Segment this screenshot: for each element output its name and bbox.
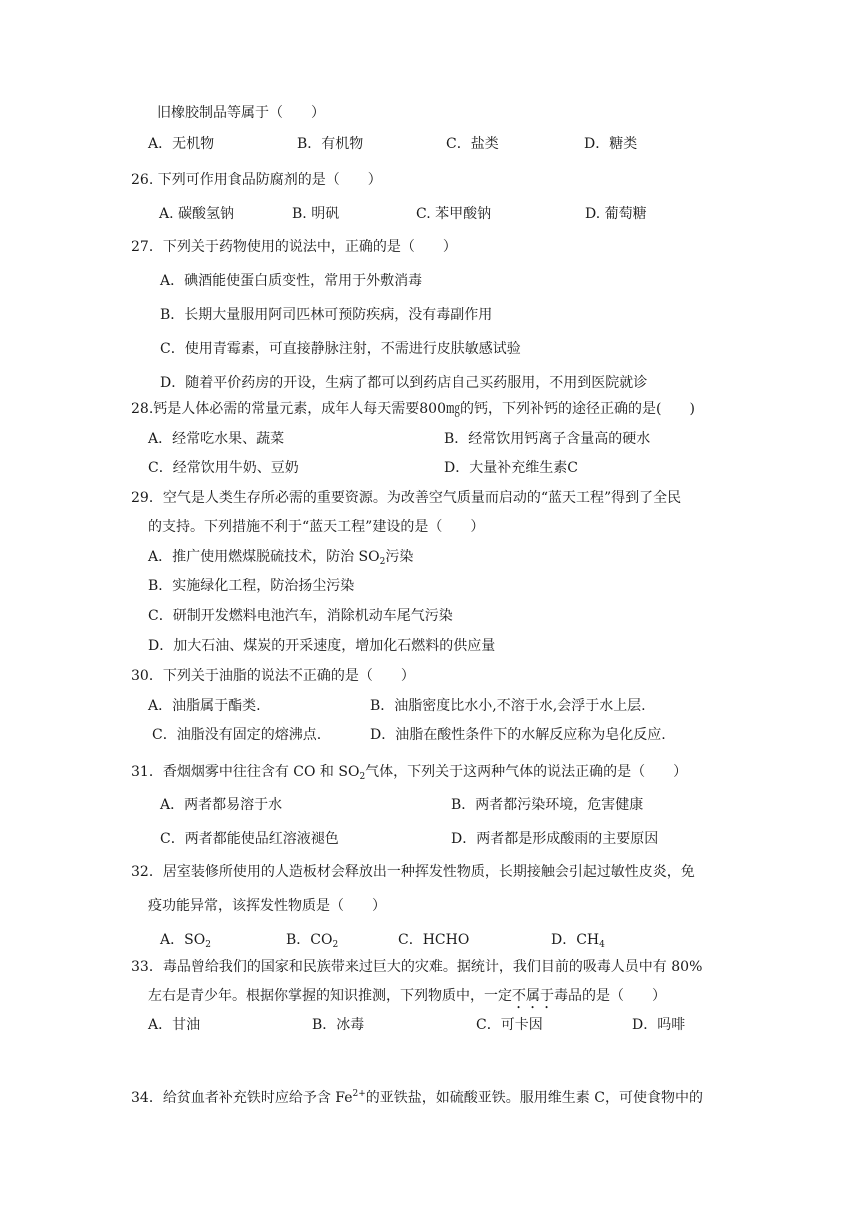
q25-option-c: C．盐类 bbox=[446, 136, 499, 152]
q29-option-a-text-end: 污染 bbox=[385, 549, 414, 565]
q30-stem: 30．下列关于油脂的说法不正确的是（ ） bbox=[131, 668, 415, 684]
q29-option-b: B．实施绿化工程，防治扬尘污染 bbox=[148, 578, 355, 594]
q28-option-a: A．经常吃水果、蔬菜 bbox=[148, 431, 285, 447]
q33-stem-text: 左右是青少年。根据你掌握的知识推测，下列物质中，一定 bbox=[148, 988, 512, 1004]
q30-option-a: A．油脂属于酯类. bbox=[148, 698, 261, 714]
q30-option-c: C．油脂没有固定的熔沸点. bbox=[152, 727, 322, 743]
q26-option-a: A. 碳酸氢钠 bbox=[159, 206, 235, 222]
q26-option-b: B. 明矾 bbox=[292, 206, 340, 222]
q28-stem: 28.钙是人体必需的常量元素，成年人每天需要800㎎的钙，下列补钙的途径正确的是( ) bbox=[131, 401, 695, 417]
q28-option-b: B．经常饮用钙离子含量高的硬水 bbox=[444, 431, 651, 447]
q32-option-a-text: A．SO bbox=[160, 932, 206, 948]
q32-stem-line1: 32．居室装修所使用的人造板材会释放出一种挥发性物质，长期接触会引起过敏性皮炎，免 bbox=[131, 864, 695, 880]
q32-option-b bbox=[286, 930, 338, 955]
q33-option-b: B．冰毒 bbox=[312, 1017, 365, 1033]
q31-stem bbox=[131, 762, 687, 787]
q25-option-a: A．无机物 bbox=[148, 136, 215, 152]
q29-option-a-text: A．推广使用燃煤脱硫技术，防治 SO bbox=[148, 549, 380, 565]
q31-stem-text-end: 气体，下列关于这两种气体的说法正确的是（ ） bbox=[365, 764, 688, 780]
q29-stem-line2: 的支持。下列措施不利于“蓝天工程”建设的是（ ） bbox=[148, 519, 485, 535]
q29-option-c: C．研制开发燃料电池汽车，消除机动车尾气污染 bbox=[148, 608, 453, 624]
subscript-2: 2 bbox=[359, 772, 366, 782]
q28-option-d: D．大量补充维生素C bbox=[444, 460, 578, 476]
q25-option-d: D．糖类 bbox=[584, 136, 638, 152]
q31-stem-text: 31．香烟烟雾中往往含有 CO 和 SO bbox=[131, 764, 360, 780]
q27-option-d: D．随着平价药房的开设，生病了都可以到药店自己买药服用，不用到医院就诊 bbox=[160, 375, 648, 391]
q32-option-a bbox=[160, 930, 211, 955]
q30-option-d: D．油脂在酸性条件下的水解反应称为皂化反应. bbox=[370, 727, 666, 743]
q31-option-c: C．两者都能使品红溶液褪色 bbox=[160, 831, 339, 847]
q33-emphasis-text: 不属于 bbox=[512, 988, 554, 1004]
q25-stem: 旧橡胶制品等属于（ ） bbox=[157, 105, 325, 121]
q29-stem-line1: 29．空气是人类生存所必需的重要资源。为改善空气质量而启动的“蓝天工程”得到了全民 bbox=[131, 490, 682, 506]
q33-option-c: C．可卡因 bbox=[476, 1017, 543, 1033]
q27-stem: 27．下列关于药物使用的说法中，正确的是（ ） bbox=[131, 239, 457, 255]
q32-option-d bbox=[551, 930, 605, 955]
q26-stem: 26. 下列可作用食品防腐剂的是（ ） bbox=[131, 172, 382, 188]
q32-option-d-text: D．CH bbox=[551, 932, 600, 948]
q32-option-b-text: B．CO bbox=[286, 932, 333, 948]
q25-option-b: B．有机物 bbox=[297, 136, 364, 152]
q32-stem-line2: 疫功能异常，该挥发性物质是（ ） bbox=[148, 898, 386, 914]
q33-stem-line1: 33．毒品曾给我们的国家和民族带来过巨大的灾难。据统计，我们目前的吸毒人员中有 80% bbox=[131, 959, 703, 975]
q34-stem bbox=[131, 1084, 703, 1108]
q27-option-a: A．碘酒能使蛋白质变性，常用于外敷消毒 bbox=[160, 273, 423, 289]
q32-option-c: C．HCHO bbox=[398, 932, 470, 948]
superscript-charge: 2+ bbox=[352, 1089, 366, 1099]
q33-option-d: D．吗啡 bbox=[632, 1017, 686, 1033]
q28-option-c: C．经常饮用牛奶、豆奶 bbox=[148, 460, 299, 476]
q27-option-c: C．使用青霉素，可直接静脉注射，不需进行皮肤敏感试验 bbox=[160, 341, 521, 357]
subscript-2: 2 bbox=[332, 940, 339, 950]
q33-stem-text-end: 毒品的是（ ） bbox=[554, 988, 666, 1004]
q29-option-d: D．加大石油、煤炭的开采速度，增加化石燃料的供应量 bbox=[148, 638, 496, 654]
q31-option-a: A．两者都易溶于水 bbox=[160, 797, 283, 813]
q33-option-a: A．甘油 bbox=[148, 1017, 201, 1033]
subscript-2: 2 bbox=[205, 940, 211, 950]
q31-option-d: D．两者都是形成酸雨的主要原因 bbox=[451, 831, 659, 847]
q26-option-c: C. 苯甲酸钠 bbox=[416, 206, 492, 222]
q33-stem-line2 bbox=[148, 986, 666, 1012]
q27-option-b: B．长期大量服用阿司匹林可预防疾病，没有毒副作用 bbox=[160, 307, 493, 323]
q26-option-d: D. 葡萄糖 bbox=[585, 206, 647, 222]
q31-option-b: B．两者都污染环境，危害健康 bbox=[451, 797, 644, 813]
subscript-2: 2 bbox=[379, 557, 386, 567]
subscript-4: 4 bbox=[599, 940, 605, 950]
q34-stem-text-end: 的亚铁盐，如硫酸亚铁。服用维生素 C，可使食物中的 bbox=[365, 1090, 703, 1106]
q30-option-b: B．油脂密度比水小,不溶于水,会浮于水上层. bbox=[370, 698, 646, 714]
q29-option-a bbox=[148, 547, 413, 572]
q34-stem-text: 34．给贫血者补充铁时应给予含 Fe bbox=[131, 1090, 353, 1106]
